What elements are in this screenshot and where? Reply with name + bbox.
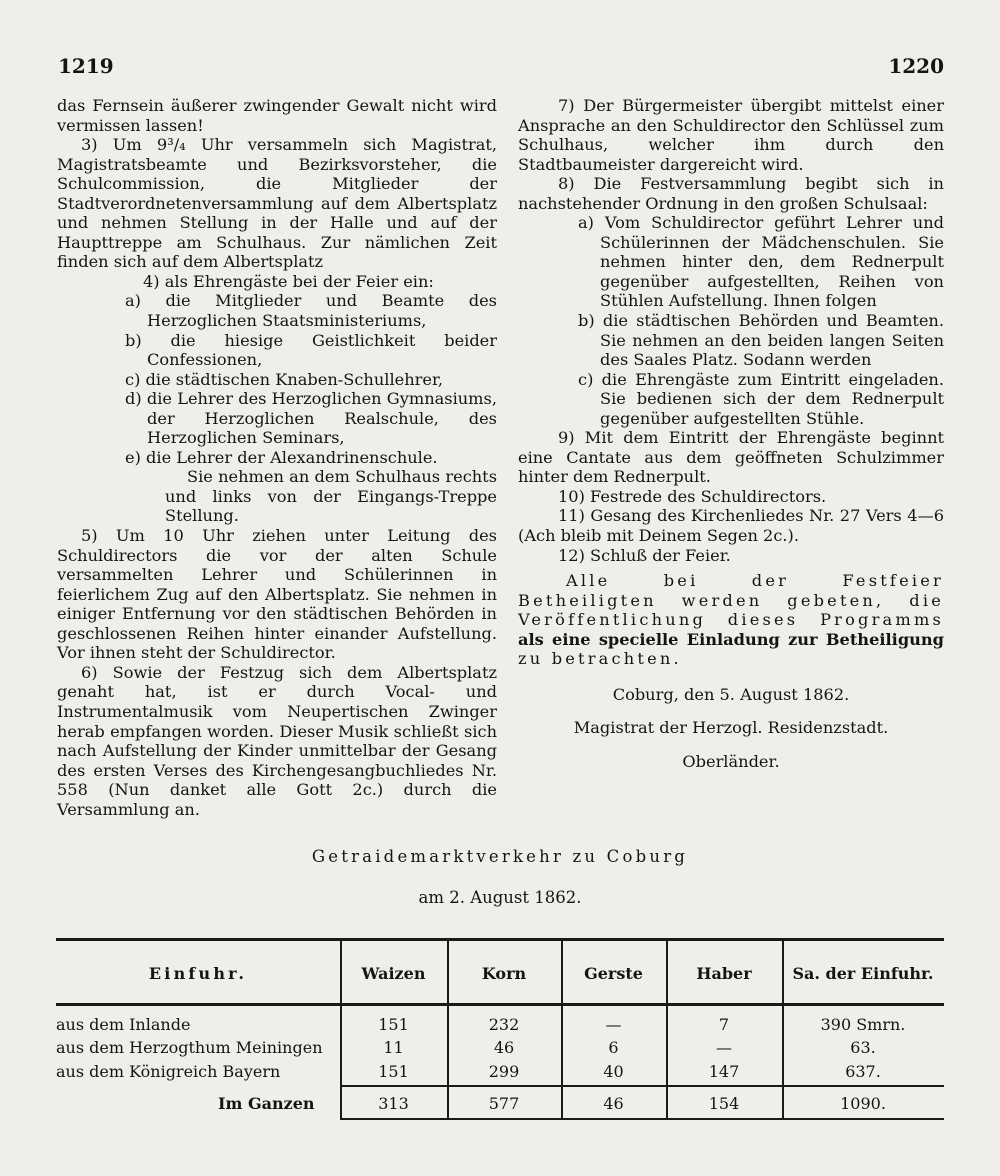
paragraph-item-3: 3) Um 9³/₄ Uhr versammeln sich Magistrat, Magistratsbeamte und Bezirksvorsteher, die Schulcommission, die Mitglieder der Stadtverordnetenversammlung auf dem Albertsplatz und nehmen Stellung in der Halle und auf der Haupttreppe am Schulhaus. Zur nämlichen Zeit finden sich auf dem Albertsplatz [57, 135, 497, 272]
list-item-c: c) die Ehrengäste zum Eintritt eingeladen. Sie bedienen sich der dem Rednerpult gegenüber aufgestellten Stühle. [578, 369, 944, 428]
cell-korn: 299 [488, 1062, 520, 1081]
row-label: aus dem Herzogthum Meiningen [56, 1038, 323, 1057]
cell-gerste: — [605, 1015, 622, 1034]
row-label: aus dem Inlande [56, 1015, 191, 1034]
page-number-right: 1220 [888, 54, 944, 78]
cell-waizen: 151 [378, 1015, 409, 1034]
invitation-text-spaced: Alle bei der Festfeier Betheiligten werden gebeten, die Veröffentlichung dieses Programms [518, 571, 944, 630]
total-label: Im Ganzen [218, 1094, 315, 1113]
total-haber: 154 [708, 1094, 740, 1113]
cell-gerste: 6 [608, 1038, 619, 1057]
paragraph: Sie nehmen an dem Schulhaus rechts und links von der Eingangs-Treppe Stellung. [165, 467, 497, 526]
cell-haber: — [716, 1038, 732, 1057]
paragraph-item-11: 11) Gesang des Kirchenliedes Nr. 27 Vers 4—6 (Ach bleib mit Deinem Segen 2c.). [518, 506, 944, 546]
paragraph: das Fernsein äußerer zwingender Gewalt nicht wird vermissen lassen! [57, 96, 497, 135]
invitation-text [518, 571, 944, 669]
signature: Oberländer. [682, 751, 780, 771]
place-date: Coburg, den 5. August 1862. [612, 684, 850, 704]
table-total-rule [340, 1085, 944, 1087]
paragraph-item-5: 5) Um 10 Uhr ziehen unter Leitung des Schuldirectors die vor der alten Schule versammelten Lehrer und Schülerinnen in feierlichem Zug auf den Albertsplatz. Sie nehmen in einiger Entfernung vor den städtischen Behörden in geschlossenen Reihen hinter einander Aufstellung. Vor ihnen steht der Schuldirector. [57, 526, 497, 663]
cell-total: 637. [845, 1062, 881, 1081]
list-item-c: c) die städtischen Knaben-Schullehrer, [125, 369, 444, 389]
list-item-b: b) die städtischen Behörden und Beamten. Sie nehmen an den beiden langen Seiten des Saales Platz. Sodann werden [578, 311, 944, 370]
paragraph-item-6: 6) Sowie der Festzug sich dem Albertsplatz genaht hat, ist er durch Vocal- und Instrumentalmusik vom Neupertischen Zwinger herab empfangen worden. Dieser Musik schließt sich nach Aufstellung der Kinder unmittelbar der Gesang des ersten Verses des Kirchengesangbuchliedes Nr. 558 (Nun danket alle Gott 2c.) durch die Versammlung an. [57, 662, 497, 819]
list-item-e: e) die Lehrer der Alexandrinenschule. [125, 447, 438, 467]
list-item-a: a) die Mitglieder und Beamte des Herzoglichen Staatsministeriums, [125, 291, 497, 331]
paragraph-item-8: 8) Die Festversammlung begibt sich in nachstehender Ordnung in den großen Schulsaal: [518, 174, 944, 213]
table-header-rule [56, 1003, 944, 1006]
column-header-origin: Einfuhr. [148, 964, 248, 983]
cell-waizen: 151 [378, 1062, 409, 1081]
list-item-a: a) Vom Schuldirector geführt Lehrer und Schülerinnen der Mädchenschulen. Sie nehmen hinter den, dem Rednerpult gegenüber aufgestellten, Reihen von Stühlen Aufstellung. Ihnen folgen [578, 213, 944, 311]
cell-korn: 46 [493, 1038, 515, 1057]
paragraph-item-4: 4) als Ehrengäste bei der Feier ein: [143, 271, 434, 291]
issuer: Magistrat der Herzogl. Residenzstadt. [573, 718, 889, 738]
paragraph-item-12: 12) Schluß der Feier. [558, 545, 731, 565]
page-number-left: 1219 [58, 54, 114, 78]
column-header-haber: Haber [696, 964, 752, 983]
left-column [57, 96, 497, 819]
cell-total: 390 Smrn. [820, 1015, 906, 1034]
invitation-text-bold: als eine specielle Einladung zur Betheiligung [518, 629, 944, 649]
column-header-korn: Korn [481, 964, 527, 983]
market-date: am 2. August 1862. [418, 888, 582, 907]
column-header-gerste: Gerste [584, 964, 643, 983]
invitation-text-end: zu betrachten. [518, 649, 682, 669]
paragraph-item-9: 9) Mit dem Eintritt der Ehrengäste beginnt eine Cantate aus dem geöffneten Schulzimmer hinter dem Rednerpult. [518, 428, 944, 487]
cell-korn: 232 [488, 1015, 520, 1034]
total-sum: 1090. [840, 1094, 886, 1113]
cell-haber: 7 [718, 1015, 730, 1034]
row-label: aus dem Königreich Bayern [56, 1062, 281, 1081]
cell-total: 63. [850, 1038, 876, 1057]
paragraph-item-7: 7) Der Bürgermeister übergibt mittelst einer Ansprache an den Schuldirector den Schlüssel zum Schulhaus, welcher ihm durch den Stadtbaumeister dargereicht wird. [518, 96, 944, 174]
column-header-waizen: Waizen [361, 964, 426, 983]
market-title: Getraidemarktverkehr zu Coburg [311, 847, 689, 866]
total-gerste: 46 [603, 1094, 624, 1113]
cell-gerste: 40 [603, 1062, 624, 1081]
column-header-total: Sa. der Einfuhr. [792, 964, 934, 983]
cell-waizen: 11 [383, 1038, 404, 1057]
cell-haber: 147 [708, 1062, 740, 1081]
list-item-b: b) die hiesige Geistlichkeit beider Confessionen, [125, 330, 497, 370]
paragraph-item-10: 10) Festrede des Schuldirectors. [558, 486, 827, 506]
table-top-rule [56, 938, 944, 941]
table-bottom-rule [340, 1118, 944, 1120]
right-column [518, 96, 944, 772]
total-waizen: 313 [378, 1094, 409, 1113]
list-item-d: d) die Lehrer des Herzoglichen Gymnasiums, der Herzoglichen Realschule, des Herzoglichen Seminars, [125, 389, 497, 448]
total-korn: 577 [488, 1094, 520, 1113]
